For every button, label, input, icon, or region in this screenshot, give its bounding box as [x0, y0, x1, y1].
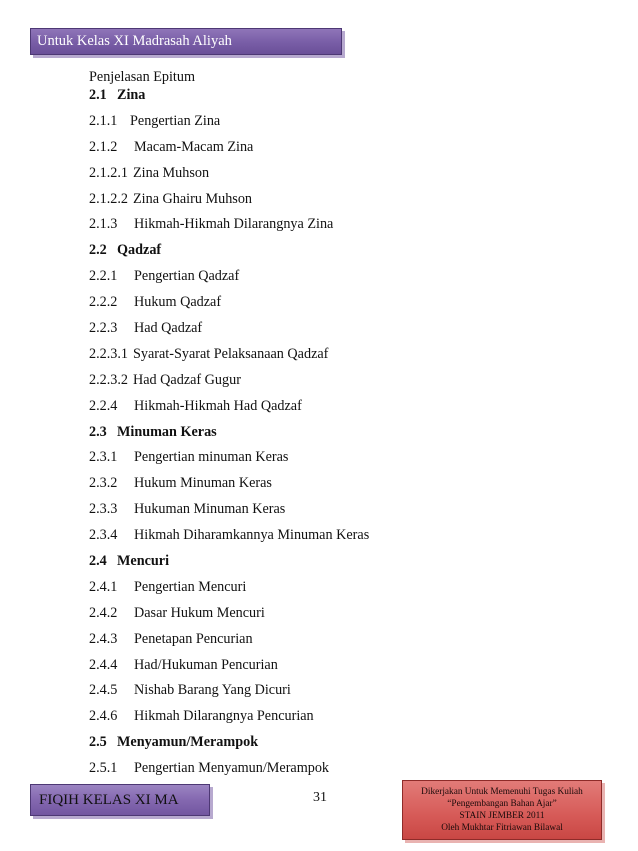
footer-credits-box — [402, 780, 602, 840]
toc-entry-title: Minuman Keras — [117, 423, 217, 440]
toc-section-heading — [89, 552, 609, 578]
toc-entry-title: Hukum Qadzaf — [134, 294, 222, 311]
toc-entry-title: Pengertian minuman Keras — [134, 449, 289, 466]
toc-entry-number: 2.2.2 — [89, 294, 118, 311]
toc-entry-title: Nishab Barang Yang Dicuri — [134, 682, 291, 699]
page-number: 31 — [313, 790, 327, 805]
toc-entry-title: Zina Muhson — [133, 164, 210, 181]
toc-entry-title: Mencuri — [117, 553, 170, 570]
toc-entry-title: Menyamun/Merampok — [117, 734, 259, 751]
toc-entry-title: Syarat-Syarat Pelaksanaan Qadzaf — [133, 345, 329, 362]
toc-entry — [89, 164, 609, 190]
credit-line: STAIN JEMBER 2011 — [459, 811, 545, 821]
toc-entry-number: 2.2.3.1 — [89, 345, 129, 362]
toc-entry-number: 2.4 — [89, 553, 107, 570]
toc-entry — [89, 604, 609, 630]
toc-entry-number: 2.4.2 — [89, 604, 118, 621]
toc-entry-title: Hikmah Diharamkannya Minuman Keras — [134, 527, 370, 544]
toc-entry-number: 2.4.3 — [89, 630, 118, 647]
header-banner — [30, 28, 342, 55]
toc-entry-number: 2.2.3.2 — [89, 371, 129, 388]
toc-entry — [89, 448, 609, 474]
toc-entry-title: Hukum Minuman Keras — [134, 475, 272, 492]
toc-entry-title: Pengertian Menyamun/Merampok — [134, 760, 330, 777]
toc-entry — [89, 293, 609, 319]
table-of-contents — [89, 68, 609, 785]
toc-entry-number: 2.3.2 — [89, 475, 118, 492]
toc-entry-number: 2.3.1 — [89, 449, 118, 466]
toc-entry-number: 2.1.2.1 — [89, 164, 129, 181]
toc-entry-number: 2.2 — [89, 242, 107, 259]
toc-entry — [89, 656, 609, 682]
toc-entry — [89, 319, 609, 345]
toc-entry-number: 2.3.4 — [89, 527, 118, 544]
toc-entry-number: 2.5 — [89, 734, 107, 751]
toc-entry — [89, 500, 609, 526]
toc-entry-title: Dasar Hukum Mencuri — [134, 604, 265, 621]
toc-entry-number: 2.4.1 — [89, 578, 118, 595]
toc-entry-number: 2.1.3 — [89, 216, 118, 233]
toc-entry — [89, 578, 609, 604]
toc-entry-number: 2.1.1 — [89, 112, 118, 129]
footer-subject-banner — [30, 784, 210, 816]
toc-entry-title: Pengertian Mencuri — [134, 578, 247, 595]
toc-entry-title: Hukuman Minuman Keras — [134, 501, 286, 518]
toc-section-heading — [89, 423, 609, 449]
toc-entry — [89, 397, 609, 423]
toc-entry — [89, 474, 609, 500]
toc-entry — [89, 681, 609, 707]
toc-entry-title: Hikmah-Hikmah Dilarangnya Zina — [134, 216, 334, 233]
toc-entry-title: Had Qadzaf — [134, 320, 203, 337]
toc-entry-number: 2.4.4 — [89, 656, 118, 673]
toc-entry-number: 2.2.1 — [89, 268, 118, 285]
toc-entry — [89, 630, 609, 656]
toc-entry-number: 2.2.4 — [89, 397, 118, 414]
toc-section-heading — [89, 733, 609, 759]
toc-entry-title: Zina Ghairu Muhson — [133, 190, 253, 207]
toc-entry-title: Had/Hukuman Pencurian — [134, 656, 278, 673]
toc-entry — [89, 112, 609, 138]
header-title: Untuk Kelas XI Madrasah Aliyah — [37, 33, 232, 49]
toc-entry — [89, 345, 609, 371]
toc-entry-title: Pengertian Qadzaf — [134, 268, 240, 285]
toc-entry-number: 2.1.2 — [89, 138, 118, 155]
toc-entry-title: Hikmah-Hikmah Had Qadzaf — [134, 397, 302, 414]
toc-entry — [89, 707, 609, 733]
toc-entry-title: Pengertian Zina — [130, 112, 221, 129]
toc-entry — [89, 138, 609, 164]
toc-intro — [89, 68, 609, 86]
credit-line: Dikerjakan Untuk Memenuhi Tugas Kuliah — [421, 787, 583, 797]
toc-entry-title: Qadzaf — [117, 242, 162, 259]
toc-entry-number: 2.5.1 — [89, 760, 118, 777]
toc-entry — [89, 215, 609, 241]
toc-section-heading — [89, 241, 609, 267]
footer-subject-label: FIQIH KELAS XI MA — [39, 792, 179, 808]
toc-entry-number: 2.1.2.2 — [89, 190, 129, 207]
toc-intro-text: Penjelasan Epitum — [89, 69, 195, 85]
toc-entry — [89, 371, 609, 397]
toc-entry-title: Macam-Macam Zina — [134, 138, 254, 155]
toc-entry — [89, 190, 609, 216]
toc-entry-number: 2.3.3 — [89, 501, 118, 518]
toc-entry-number: 2.4.6 — [89, 708, 118, 725]
credit-line: Oleh Mukhtar Fitriawan Bilawal — [441, 823, 563, 833]
toc-entry-title: Zina — [117, 87, 146, 103]
toc-entry-number: 2.3 — [89, 423, 107, 440]
toc-entry-number: 2.2.3 — [89, 320, 118, 337]
toc-entry-title: Had Qadzaf Gugur — [133, 371, 241, 388]
toc-entry — [89, 267, 609, 293]
toc-entry-title: Penetapan Pencurian — [134, 630, 253, 647]
toc-entry-number: 2.1 — [89, 87, 107, 103]
toc-entry-title: Hikmah Dilarangnya Pencurian — [134, 708, 314, 725]
credit-line: “Pengembangan Bahan Ajar” — [447, 799, 557, 809]
toc-entry — [89, 526, 609, 552]
toc-entry-number: 2.4.5 — [89, 682, 118, 699]
toc-section-heading — [89, 86, 609, 112]
